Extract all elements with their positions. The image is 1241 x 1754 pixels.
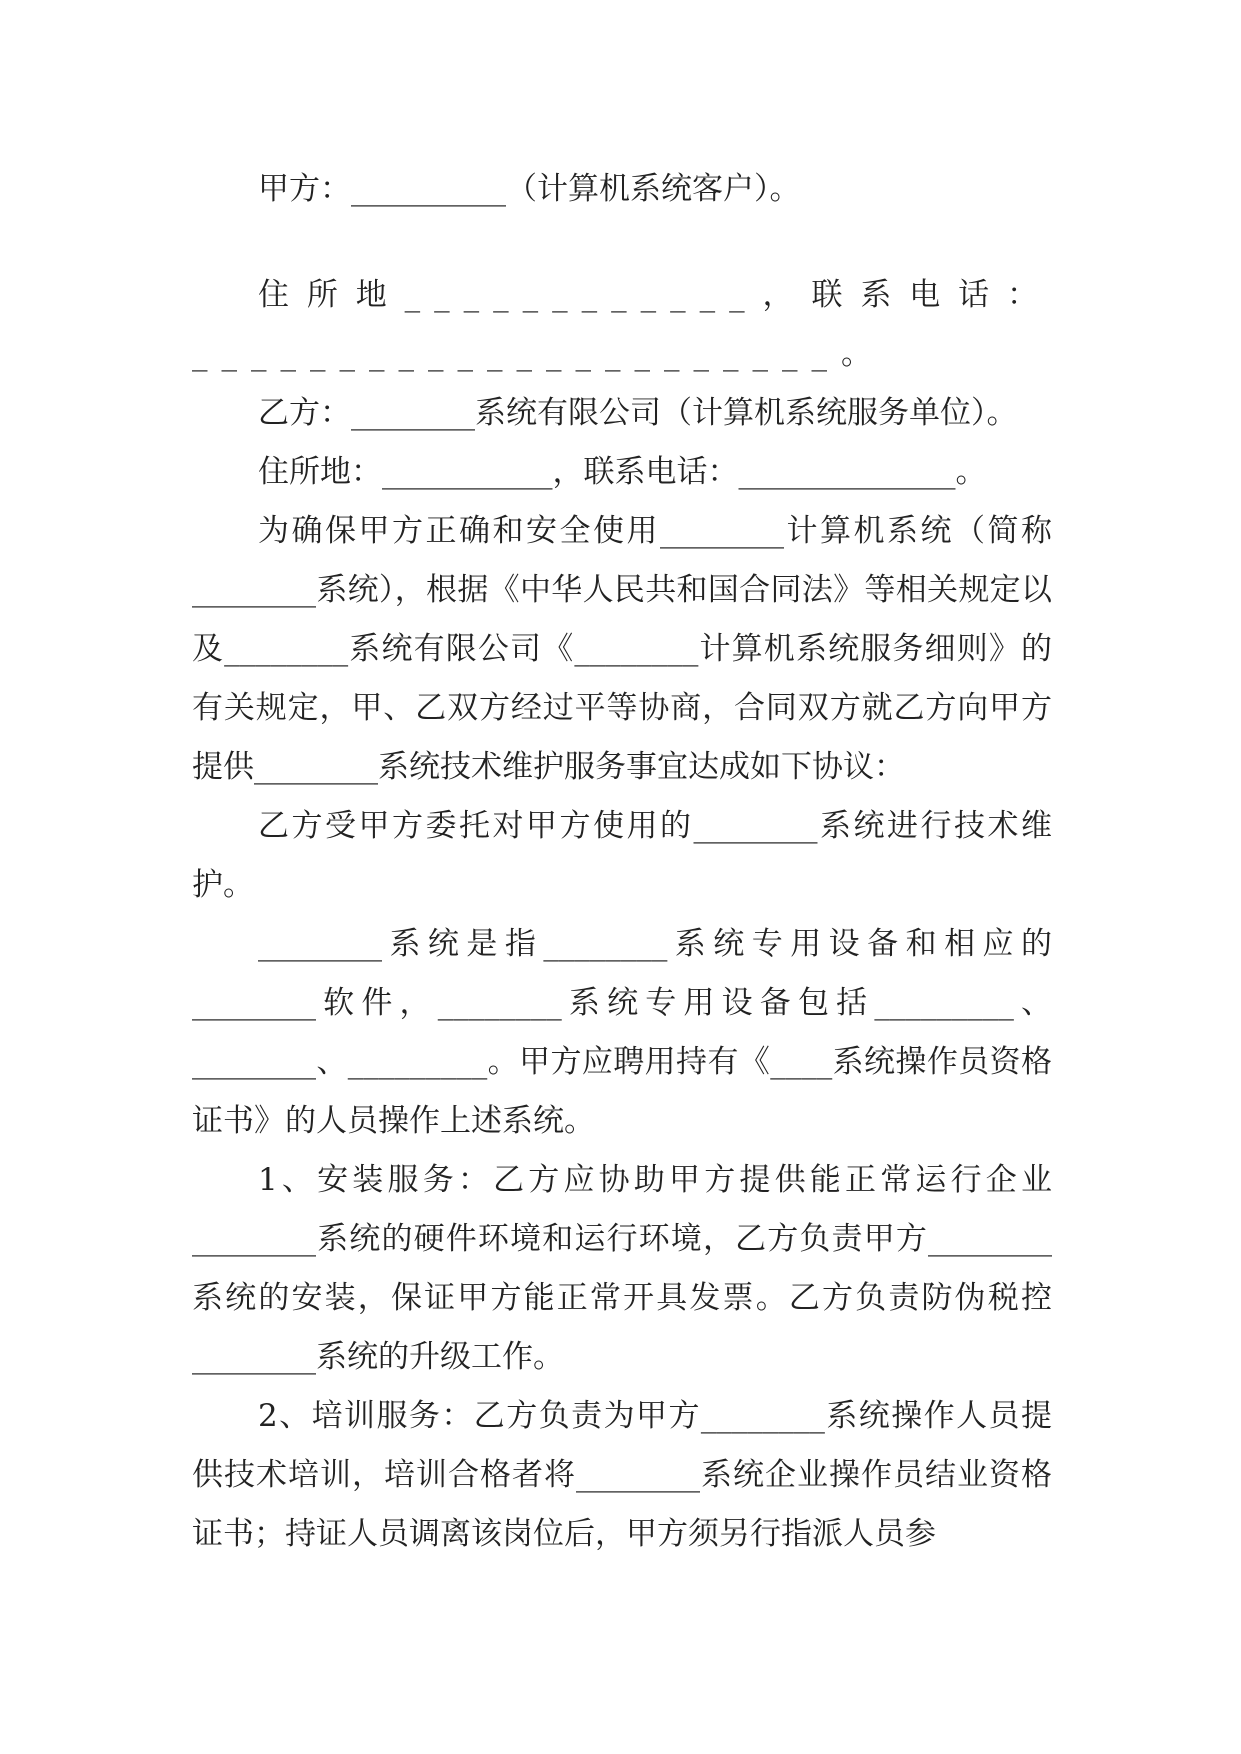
training-service-paragraph: 2、培训服务：乙方负责为甲方________系统操作人员提供技术培训，培训合格者将________系统企业操作员结业资格证书；持证人员调离该岗位后，甲方须另行指派人员参	[192, 1398, 1052, 1552]
system-definition-paragraph: ________系统是指________系统专用设备和相应的________软件，________系统专用设备包括_________、________、_________。甲方应聘用持有《____系统操作员资格证书》的人员操作上述系统。	[192, 926, 1052, 1139]
preamble-paragraph: 为确保甲方正确和安全使用________计算机系统（简称________系统），根据《中华人民共和国合同法》等相关规定以及________系统有限公司《________计算机系统服务细则》的有关规定，甲、乙双方经过平等协商，合同双方就乙方向甲方提供________系统技术维护服务事宜达成如下协议：	[192, 513, 1052, 785]
document-body	[192, 160, 1052, 1564]
entrustment-paragraph: 乙方受甲方委托对甲方使用的________系统进行技术维护。	[192, 808, 1052, 903]
party-b-line: 乙方：________系统有限公司（计算机系统服务单位）。	[258, 395, 1018, 431]
installation-service-paragraph: 1、安装服务：乙方应协助甲方提供能正常运行企业________系统的硬件环境和运行环境，乙方负责甲方________系统的安装，保证甲方能正常开具发票。乙方负责防伪税控________系统的升级工作。	[192, 1162, 1052, 1375]
party-a-line: 甲方：__________（计算机系统客户）。	[258, 171, 801, 207]
party-b-address-line: 住所地：___________，联系电话：______________。	[258, 454, 987, 490]
party-a-address-line: 住所地____________，联系电话：______________________。	[192, 277, 1052, 372]
